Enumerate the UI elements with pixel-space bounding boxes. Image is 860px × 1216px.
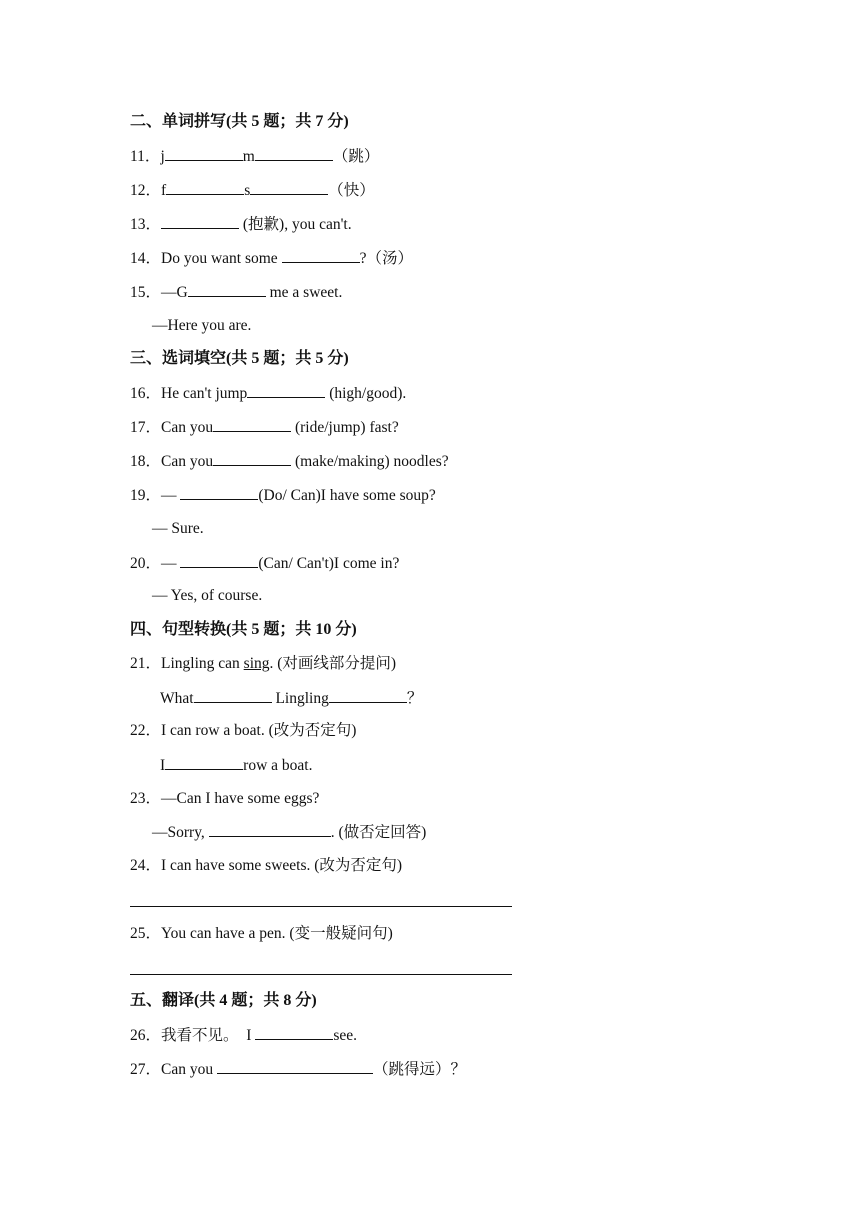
question-15-reply: —Here you are. [152,317,252,334]
question-number: 22． [130,722,162,739]
answer-blank[interactable] [282,248,360,263]
answer-blank[interactable] [255,1025,333,1040]
question-text: s [244,182,251,199]
question-22-answer-line [160,755,312,776]
answer-blank[interactable] [209,822,331,837]
question-25 [130,924,393,944]
question-text: f [161,182,167,199]
question-number: 15． [130,284,162,301]
question-text: Can you [161,453,214,470]
question-text: (抱歉), you can't. [239,216,352,233]
question-number: 18． [130,453,162,470]
answer-blank[interactable] [194,688,272,703]
question-23-answer-line [152,822,426,843]
question-number: 25． [130,925,162,942]
question-text: I can row a boat. (改为否定句) [161,722,357,739]
question-number: 12． [130,182,162,199]
answer-blank[interactable] [329,688,407,703]
question-text: You can have a pen. (变一般疑问句) [161,925,393,942]
answer-blank[interactable] [165,755,243,770]
answer-line-25[interactable] [130,974,512,975]
answer-blank[interactable] [165,146,243,161]
answer-blank[interactable] [188,282,266,297]
question-number: 26． [130,1027,162,1044]
question-text: ？ [406,690,423,707]
question-number: 27． [130,1061,162,1078]
question-18 [130,451,449,472]
section-3-title: 三、选词填空(共 5 题；共 5 分) [130,350,349,367]
question-number: 14． [130,250,162,267]
question-number: 20． [130,555,162,572]
question-text: I [160,757,166,774]
question-text: m [242,148,255,165]
answer-blank[interactable] [180,485,258,500]
answer-blank[interactable] [213,451,291,466]
answer-blank[interactable] [180,553,258,568]
answer-blank[interactable] [247,383,325,398]
answer-blank[interactable] [255,146,333,161]
question-19 [130,485,436,506]
question-text: Lingling [271,690,329,707]
question-text: ?（汤） [359,250,413,267]
question-text: Do you want some [161,250,282,267]
question-number: 21． [130,655,162,672]
question-14 [130,248,413,269]
answer-line-24[interactable] [130,906,512,907]
question-text: — [161,555,181,572]
question-number: 19． [130,487,162,504]
question-17 [130,417,399,438]
question-20 [130,553,399,574]
question-number: 13． [130,216,162,233]
question-text: row a boat. [243,757,313,774]
answer-blank[interactable] [213,417,291,432]
question-number: 17． [130,419,162,436]
answer-blank[interactable] [250,180,328,195]
question-text: (high/good). [325,385,407,402]
answer-blank[interactable] [217,1059,373,1074]
question-text: —Sorry, [152,824,209,841]
question-22 [130,721,356,741]
question-24 [130,856,402,876]
answer-blank[interactable] [161,214,239,229]
question-text: (Do/ Can)I have some soup? [258,487,436,504]
question-text: He can't jump [161,385,248,402]
question-text: . (对画线部分提问) [269,655,397,672]
question-text: What [160,690,194,707]
question-21 [130,654,396,674]
underlined-word: sing [243,655,270,672]
question-number: 11． [130,148,161,165]
question-text: — [161,487,181,504]
question-26 [130,1025,357,1046]
question-text: I can have some sweets. (改为否定句) [161,857,403,874]
question-20-reply: — Yes, of course. [152,587,263,604]
question-13 [130,214,352,235]
question-text: . (做否定回答) [330,824,427,841]
question-text: 我看不见。 I [161,1027,256,1044]
question-text: me a sweet. [265,284,343,301]
question-text: see. [333,1027,357,1044]
question-hint: （跳） [332,148,380,165]
section-2-title: 二、单词拼写(共 5 题；共 7 分) [130,113,349,130]
question-16 [130,383,406,404]
section-5-title: 五、翻译(共 4 题；共 8 分) [130,992,317,1009]
question-21-answer-line [160,688,422,709]
answer-blank[interactable] [166,180,244,195]
question-number: 23． [130,790,162,807]
question-15 [130,282,342,303]
question-text: Lingling can [161,655,244,672]
section-4-title: 四、句型转换(共 5 题；共 10 分) [130,621,357,638]
question-text: (make/making) noodles? [291,453,449,470]
question-19-reply: — Sure. [152,520,204,537]
question-number: 24． [130,857,162,874]
question-text: Can you [161,419,214,436]
question-hint: （快） [328,182,375,199]
question-text: （跳得远）？ [372,1061,466,1078]
question-23 [130,789,319,809]
question-text: (ride/jump) fast? [291,419,399,436]
question-text: —G [161,284,188,301]
question-text: —Can I have some eggs? [161,790,320,807]
question-27 [130,1059,466,1080]
question-11 [130,146,379,167]
question-12 [130,180,375,201]
question-text: j [160,148,165,165]
question-number: 16． [130,385,162,402]
question-text: (Can/ Can't)I come in? [258,555,400,572]
question-text: Can you [161,1061,217,1078]
